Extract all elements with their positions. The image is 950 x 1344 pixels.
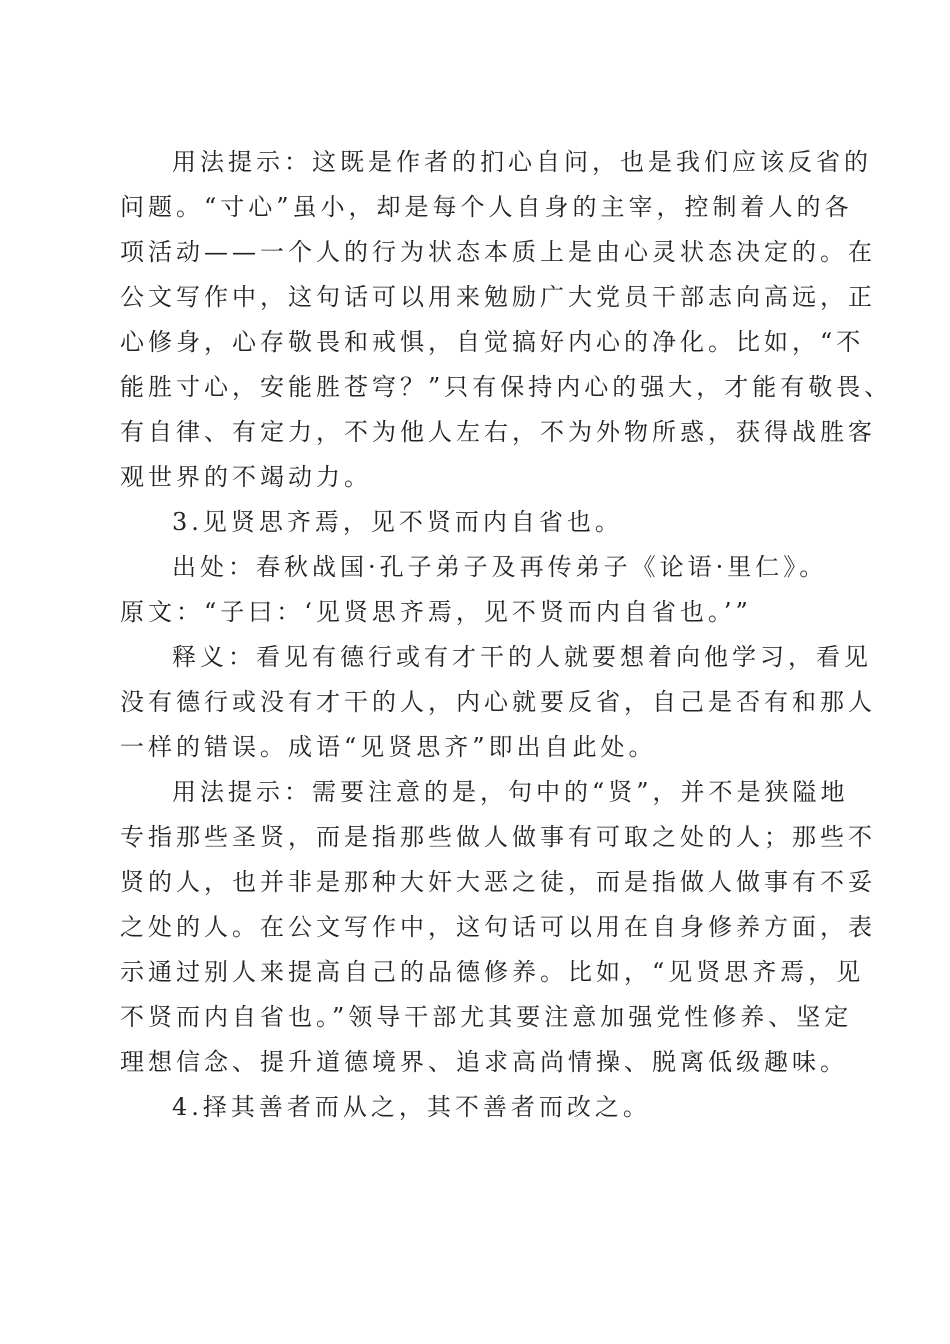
explanation-paragraph-line: 一样的错误。成语“见贤思齐”即出自此处。 <box>120 733 657 761</box>
original-text-line: 原文：“子曰：‘见贤思齐焉，见不贤而内自省也。’” <box>120 598 752 626</box>
usage-tip-2-paragraph-line: 专指那些圣贤，而是指那些做人做事有可取之处的人；那些不 <box>120 823 876 851</box>
usage-tip-paragraph-line: 用法提示：这既是作者的扪心自问，也是我们应该反省的 <box>172 148 872 176</box>
usage-tip-2-paragraph-line: 不贤而内自省也。”领导干部尤其要注意加强党性修养、坚定 <box>120 1003 853 1031</box>
usage-tip-2-paragraph-line: 之处的人。在公文写作中，这句话可以用在自身修养方面，表 <box>120 913 876 941</box>
usage-tip-paragraph-line: 心修身，心存敬畏和戒惧，自觉搞好内心的净化。比如，“不 <box>120 328 865 356</box>
usage-tip-paragraph-line: 公文写作中，这句话可以用来勉励广大党员干部志向高远，正 <box>120 283 876 311</box>
section-heading-3: 3.见贤思齐焉，见不贤而内自省也。 <box>172 508 623 536</box>
source-line: 出处：春秋战国·孔子弟子及再传弟子《论语·里仁》。 <box>172 553 828 581</box>
usage-tip-paragraph-line: 有自律、有定力，不为他人左右，不为外物所惑，获得战胜客 <box>120 418 876 446</box>
section-heading-4: 4.择其善者而从之，其不善者而改之。 <box>172 1093 651 1121</box>
usage-tip-paragraph-line: 项活动——一个人的行为状态本质上是由心灵状态决定的。在 <box>120 238 876 266</box>
usage-tip-paragraph-line: 能胜寸心，安能胜苍穹？”只有保持内心的强大，才能有敬畏、 <box>120 373 893 401</box>
explanation-paragraph-line: 释义：看见有德行或有才干的人就要想着向他学习，看见 <box>172 643 872 671</box>
usage-tip-2-paragraph-line: 示通过别人来提高自己的品德修养。比如，“见贤思齐焉，见 <box>120 958 865 986</box>
explanation-paragraph-line: 没有德行或没有才干的人，内心就要反省，自己是否有和那人 <box>120 688 876 716</box>
usage-tip-paragraph-line: 观世界的不竭动力。 <box>120 463 372 491</box>
usage-tip-2-paragraph-line: 贤的人，也并非是那种大奸大恶之徒，而是指做人做事有不妥 <box>120 868 876 896</box>
usage-tip-2-paragraph-line: 理想信念、提升道德境界、追求高尚情操、脱离低级趣味。 <box>120 1048 848 1076</box>
usage-tip-2-paragraph-line: 用法提示：需要注意的是，句中的“贤”，并不是狭隘地 <box>172 778 849 806</box>
usage-tip-paragraph-line: 问题。“寸心”虽小，却是每个人自身的主宰，控制着人的各 <box>120 193 853 221</box>
body-text <box>120 140 893 1130</box>
